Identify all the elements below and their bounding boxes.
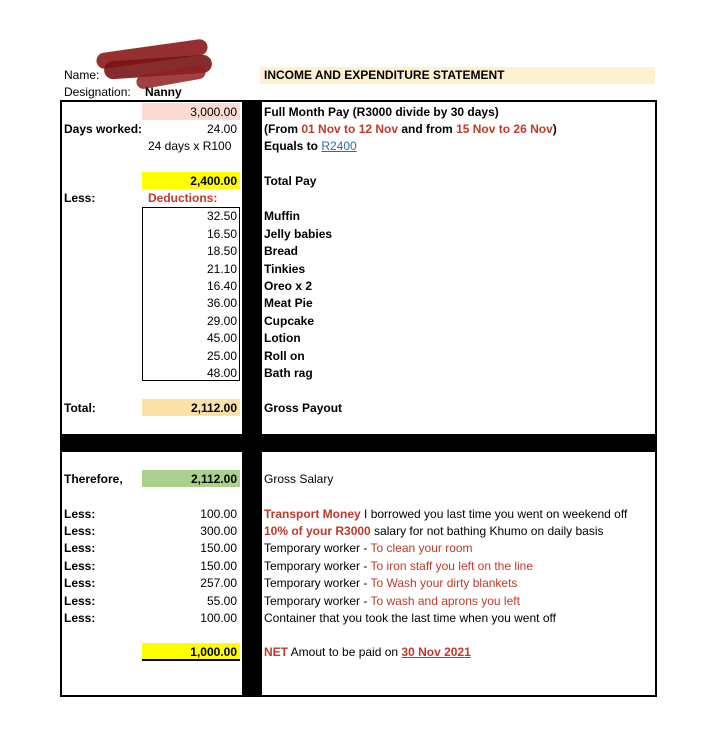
gross-salary-label: Gross Salary: [264, 472, 334, 486]
name-label: Name:: [64, 68, 100, 82]
deduction-amount: 25.00: [206, 349, 237, 363]
black-divider-row: [60, 434, 657, 452]
total-pay-label: Total Pay: [264, 174, 317, 188]
deduction-label: Lotion: [264, 331, 301, 345]
gross-payout-label: Gross Payout: [264, 401, 343, 415]
less-description: Temporary worker - To clean your room: [264, 541, 473, 555]
name-redaction: [96, 44, 214, 88]
deduction-amount: 21.10: [206, 262, 237, 276]
deduction-amount: 16.50: [206, 227, 237, 241]
less-label: Less:: [64, 507, 96, 521]
less-amount: 55.00: [206, 594, 237, 608]
net-text: NET Amout to be paid on 30 Nov 2021: [264, 645, 471, 659]
deduction-label: Muffin: [264, 209, 300, 223]
statement-title: INCOME AND EXPENDITURE STATEMENT: [264, 68, 505, 82]
less-label: Less:: [64, 611, 96, 625]
full-month-text: Full Month Pay (R3000 divide by 30 days): [264, 105, 499, 119]
days-worked-value: 24.00: [206, 122, 237, 136]
deduction-label: Roll on: [264, 349, 305, 363]
deduction-amount: 48.00: [206, 366, 237, 380]
designation-label: Designation:: [64, 85, 131, 99]
less-description: Container that you took the last time when you went off: [264, 611, 556, 625]
deductions-less-label: Less:: [64, 191, 96, 205]
designation-value: Nanny: [145, 85, 182, 99]
deduction-amount: 36.00: [206, 296, 237, 310]
total-label: Total:: [64, 401, 96, 415]
less-description: Temporary worker - To iron staff you left on the line: [264, 559, 534, 573]
total-amount: 2,112.00: [190, 401, 237, 415]
deduction-amount: 45.00: [206, 331, 237, 345]
less-amount: 100.00: [200, 507, 237, 521]
full-month-amount: 3,000.00: [190, 105, 237, 119]
deduction-label: Oreo x 2: [264, 279, 313, 293]
less-description: Transport Money I borrowed you last time you went on weekend off: [264, 507, 628, 521]
less-description: Temporary worker - To Wash your dirty blankets: [264, 576, 518, 590]
less-amount: 100.00: [200, 611, 237, 625]
less-description: 10% of your R3000 salary for not bathing Khumo on daily basis: [264, 524, 604, 538]
deduction-amount: 18.50: [206, 244, 237, 258]
table-top-border: [60, 100, 657, 102]
gross-salary-amount: 2,112.00: [190, 472, 237, 486]
deduction-label: Cupcake: [264, 314, 315, 328]
deduction-amount: 32.50: [206, 209, 237, 223]
less-description: Temporary worker - To wash and aprons you left: [264, 594, 520, 608]
period-text: (From 01 Nov to 12 Nov and from 15 Nov to 26 Nov): [264, 122, 557, 136]
days-worked-label: Days worked:: [64, 122, 143, 136]
less-label: Less:: [64, 594, 96, 608]
less-label: Less:: [64, 541, 96, 555]
black-divider-column: [242, 100, 262, 697]
therefore-label: Therefore,: [64, 472, 123, 486]
less-amount: 257.00: [200, 576, 237, 590]
less-amount: 150.00: [200, 541, 237, 555]
less-label: Less:: [64, 524, 96, 538]
less-label: Less:: [64, 559, 96, 573]
deduction-label: Tinkies: [264, 262, 306, 276]
deduction-amount: 16.40: [206, 279, 237, 293]
deductions-title: Deductions:: [148, 191, 218, 205]
total-pay-amount: 2,400.00: [190, 174, 237, 188]
table-right-border: [655, 100, 657, 697]
deduction-amount: 29.00: [206, 314, 237, 328]
less-label: Less:: [64, 576, 96, 590]
table-left-border: [60, 100, 62, 697]
deduction-label: Bread: [264, 244, 299, 258]
less-amount: 150.00: [200, 559, 237, 573]
equals-text: Equals to R2400: [264, 139, 357, 153]
less-amount: 300.00: [200, 524, 237, 538]
deduction-label: Bath rag: [264, 366, 313, 380]
deduction-label: Meat Pie: [264, 296, 313, 310]
deduction-label: Jelly babies: [264, 227, 333, 241]
table-bottom-border: [60, 695, 657, 697]
net-amount: 1,000.00: [190, 645, 237, 659]
rate-calc: 24 days x R100: [148, 139, 232, 153]
